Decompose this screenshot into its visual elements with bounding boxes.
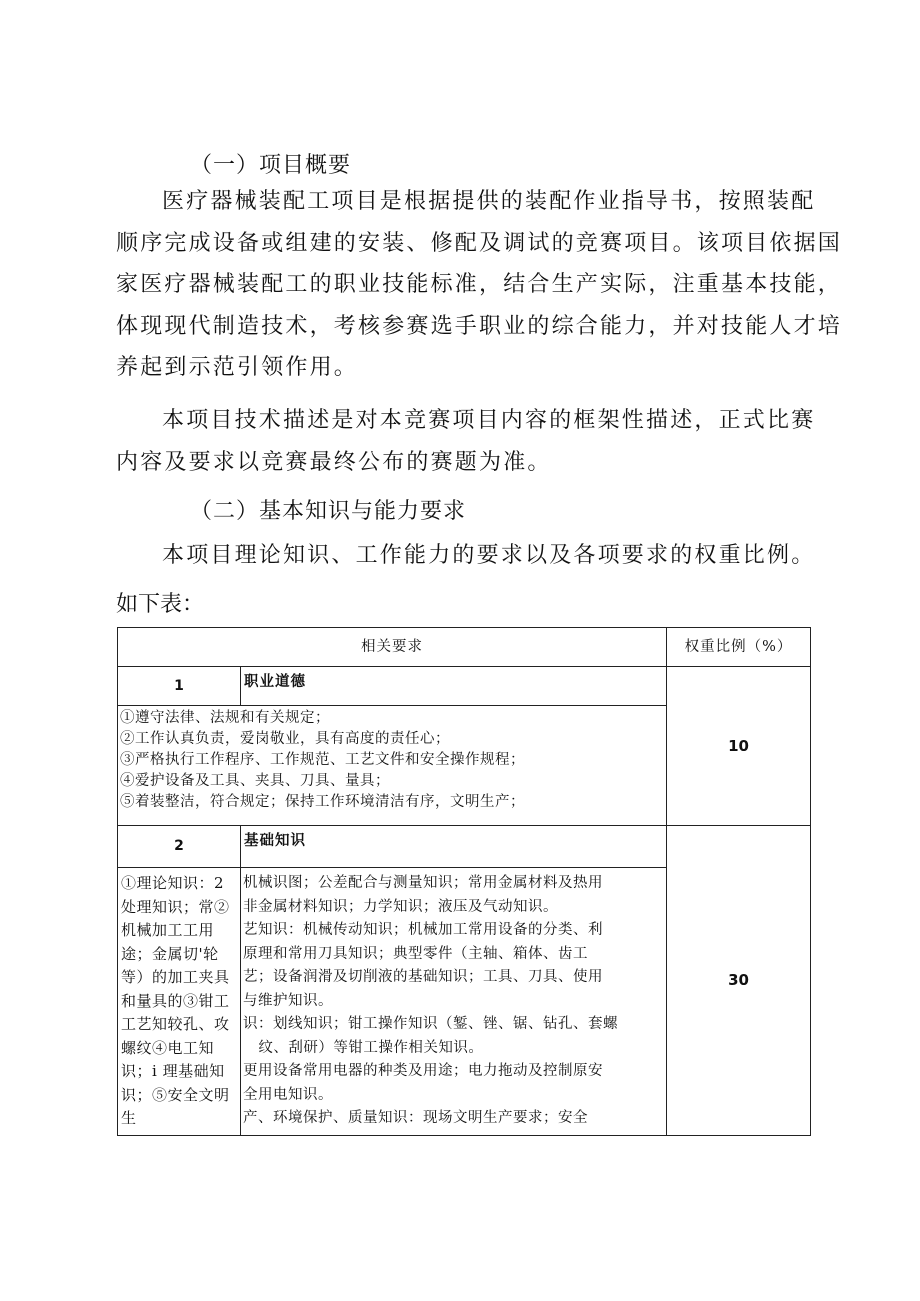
fragment-line: 非金属材料知识；力学知识；液压及气动知识。: [243, 898, 558, 915]
fragment-line: 更用设备常用电器的种类及用途；电力拖动及控制原安: [243, 1063, 603, 1079]
row-category: 职业道德: [241, 667, 667, 706]
paragraph-line: 顺序完成设备或组建的安装、修配及调试的竞赛项目。该项目依据国: [116, 230, 843, 256]
fragment-line: 识：划线知识；钳工操作知识（錾、锉、锯、钻孔、套螺: [243, 1016, 618, 1032]
fragment-line: ①理论知识：2: [121, 874, 225, 892]
row-right-fragments: [241, 868, 667, 1136]
requirement-item: ④爱护设备及工具、夹具、刀具、量具；: [120, 773, 390, 789]
paragraph-line: 本项目技术描述是对本竞赛项目内容的框架性描述，正式比赛: [162, 408, 816, 433]
overview-paragraph-2: [116, 400, 816, 483]
row-number: 1: [118, 667, 241, 706]
table-row: [118, 667, 811, 706]
fragment-line: 识；i 理基础知: [121, 1062, 225, 1080]
section-heading-overview: （一）项目概要: [190, 153, 352, 178]
row-weight: 10: [667, 667, 811, 826]
section-heading-requirements: （二）基本知识与能力要求: [190, 499, 467, 524]
table-intro-note: 如下表：: [116, 592, 205, 617]
fragment-line: 螺纹④电工知: [121, 1038, 215, 1057]
row-number: 2: [118, 826, 241, 868]
fragment-line: 艺知识：机械传动知识；机械加工常用设备的分类、利: [243, 922, 603, 938]
requirement-item: ①遵守法律、法规和有关规定；: [120, 710, 330, 726]
table-header-row: [118, 628, 811, 667]
overview-paragraph-1: [116, 181, 843, 389]
row-left-fragments: [118, 868, 241, 1136]
fragment-line: 与维护知识。: [243, 992, 333, 1009]
requirement-item: ③严格执行工作程序、工作规范、工艺文件和安全操作规程；: [120, 752, 525, 768]
row-items: [118, 706, 667, 826]
requirement-item: ⑤着装整洁，符合规定；保持工作环境清洁有序，文明生产；: [120, 794, 525, 810]
requirement-item: ②工作认真负责，爱岗敬业，具有高度的责任心；: [120, 731, 450, 747]
fragment-line: 产、环境保护、质量知识：现场文明生产要求；安全: [243, 1110, 588, 1126]
row-category: 基础知识: [241, 826, 667, 868]
fragment-line: 工艺知较孔、攻: [121, 1015, 230, 1033]
fragment-line: 等）的加工夹具: [121, 968, 230, 986]
fragment-line: 机械识图；公差配合与测量知识；常用金属材料及热用: [243, 875, 603, 891]
paragraph-line: 家医疗器械装配工的职业技能标准，结合生产实际，注重基本技能，: [116, 272, 843, 297]
requirements-table: [117, 627, 811, 1136]
fragment-line: 艺；设备润滑及切削液的基础知识；工具、刀具、使用: [243, 969, 603, 985]
fragment-line: 生: [121, 1109, 137, 1127]
fragment-line: 处理知识；常②: [121, 897, 230, 916]
fragment-line: 纹、刮研）等钳工操作相关知识。: [243, 1039, 484, 1056]
row-weight: 30: [667, 826, 811, 1136]
fragment-line: 识；⑤安全文明: [121, 1085, 230, 1104]
fragment-line: 和量具的③钳工: [121, 991, 230, 1010]
header-requirement: 相关要求: [118, 628, 667, 667]
table-row: [118, 826, 811, 868]
paragraph-line: 内容及要求以竞赛最终公布的赛题为准。: [116, 449, 552, 475]
paragraph-line: 养起到示范引领作用。: [116, 355, 359, 380]
fragment-line: 原理和常用刀具知识；典型零件（主轴、箱体、齿工: [243, 945, 588, 962]
paragraph-line: 医疗器械装配工项目是根据提供的装配作业指导书，按照装配: [162, 189, 816, 214]
fragment-line: 途；金属切'轮: [121, 944, 219, 963]
paragraph-line: 本项目理论知识、工作能力的要求以及各项要求的权重比例。: [162, 543, 816, 568]
requirements-intro: [116, 535, 816, 577]
fragment-line: 机械加工工用: [121, 921, 215, 939]
fragment-line: 全用电知识。: [243, 1086, 333, 1103]
paragraph-line: 体现现代制造技术，考核参赛选手职业的综合能力，并对技能人才培: [116, 313, 843, 339]
header-weight: 权重比例（%）: [667, 628, 811, 667]
